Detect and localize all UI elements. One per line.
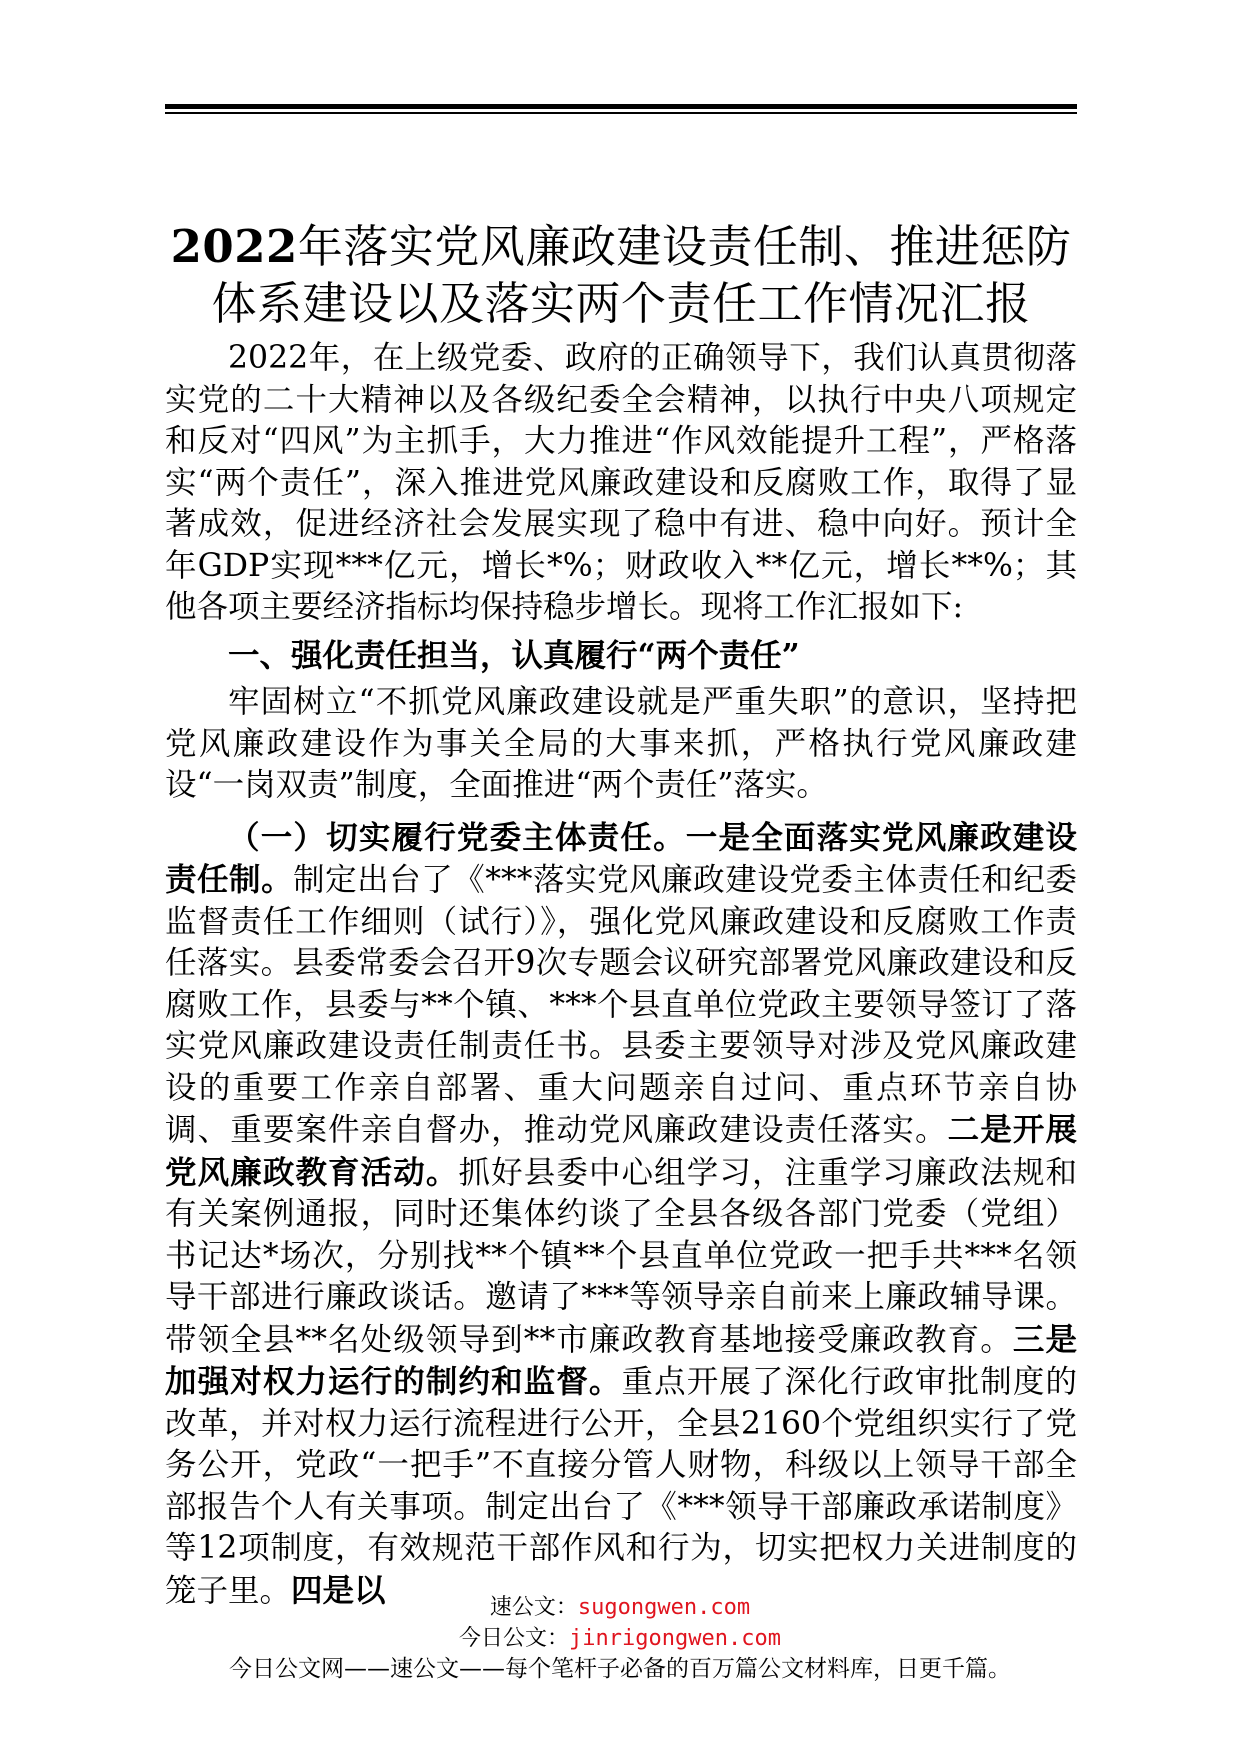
footer-link-jinrigongwen[interactable]: jinrigongwen.com [569, 1626, 781, 1651]
document-title [150, 218, 1092, 332]
title-line-1-text: 年落实党风廉政建设责任制、推进惩防 [297, 220, 1072, 273]
footer-label-2: 今日公文： [459, 1626, 570, 1651]
footer [0, 1592, 1240, 1685]
subsection-1-heading: （一）切实履行党委主体责任。 [228, 818, 686, 856]
footer-line-2 [0, 1623, 1240, 1654]
point-4-title: 四是以 [291, 1571, 386, 1609]
point-2-text: 抓好县委中心组学习，注重学习廉政法规和有关案例通报，同时还集体约谈了全县各级各部门党委（党组）书记达*场次，分别找**个镇**个县直单位党政一把手共***名领导干部进行廉政谈话。邀请了***等领导亲自前来上廉政辅导课。带领全县**名处级领导到**市廉政教育基地接受廉政教育。 [165, 1154, 1077, 1358]
title-line-1 [150, 218, 1092, 275]
section-heading-1: 一、强化责任担当，认真履行“两个责任” [228, 636, 800, 674]
footer-line-1 [0, 1592, 1240, 1623]
paragraph-1: 牢固树立“不抓党风廉政建设就是严重失职”的意识，坚持把党风廉政建设作为事关全局的大事来抓，严格执行党风廉政建设“一岗双责”制度，全面推进“两个责任”落实。 [165, 684, 1077, 803]
point-1-text: 制定出台了《***落实党风廉政建设党委主体责任和纪委监督责任工作细则（试行）》，强化党风廉政建设和反腐败工作责任落实。县委常委会召开9次专题会议研究部署党风廉政建设和反腐败工作，县委与**个镇、***个县直单位党政主要领导签订了落实党风廉政建设责任制责任书。县委主要领导对涉及党风廉政建设的重要工作亲自部署、重大问题亲自过问、重点环节亲自协调、重要案件亲自督办，推动党风廉政建设责任落实。 [165, 862, 1077, 1148]
subsection-1 [165, 817, 1077, 1613]
title-line-2: 体系建设以及落实两个责任工作情况汇报 [211, 277, 1031, 330]
header-rule-thin [165, 112, 1077, 114]
point-3-title: 三是加强对权力运行的制约和监督。 [165, 1320, 1077, 1400]
point-2-title: 二是开展党风廉政教育活动。 [165, 1111, 1077, 1191]
footer-link-sugongwen[interactable]: sugongwen.com [577, 1595, 751, 1620]
point-3-text: 重点开展了深化行政审批制度的改革，并对权力运行流程进行公开，全县2160个党组织实行了党务公开，党政“一把手”不直接分管人财物，科级以上领导干部全部报告个人有关事项。制定出台了《***领导干部廉政承诺制度》等12项制度，有效规范干部作风和行为，切实把权力关进制度的笼子里。 [165, 1364, 1077, 1609]
point-1-title: 一是全面落实党风廉政建设责任制。 [165, 818, 1077, 898]
intro-paragraph: 2022年，在上级党委、政府的正确领导下，我们认真贯彻落实党的二十大精神以及各级纪委全会精神，以执行中央八项规定和反对“四风”为主抓手，大力推进“作风效能提升工程”，严格落实“两个责任”，深入推进党风廉政建设和反腐败工作，取得了显著成效，促进经济社会发展实现了稳中有进、稳中向好。预计全年GDP实现***亿元，增长*%；财政收入**亿元，增长**%；其他各项主要经济指标均保持稳步增长。现将工作汇报如下: [165, 340, 1077, 625]
footer-slogan: 今日公文网——速公文——每个笔杆子必备的百万篇公文材料库，日更千篇。 [229, 1656, 1011, 1682]
header-rule-thick [165, 104, 1077, 109]
footer-label-1: 速公文： [489, 1595, 578, 1620]
document-body [165, 338, 1077, 1612]
title-year: 2022 [170, 220, 298, 273]
